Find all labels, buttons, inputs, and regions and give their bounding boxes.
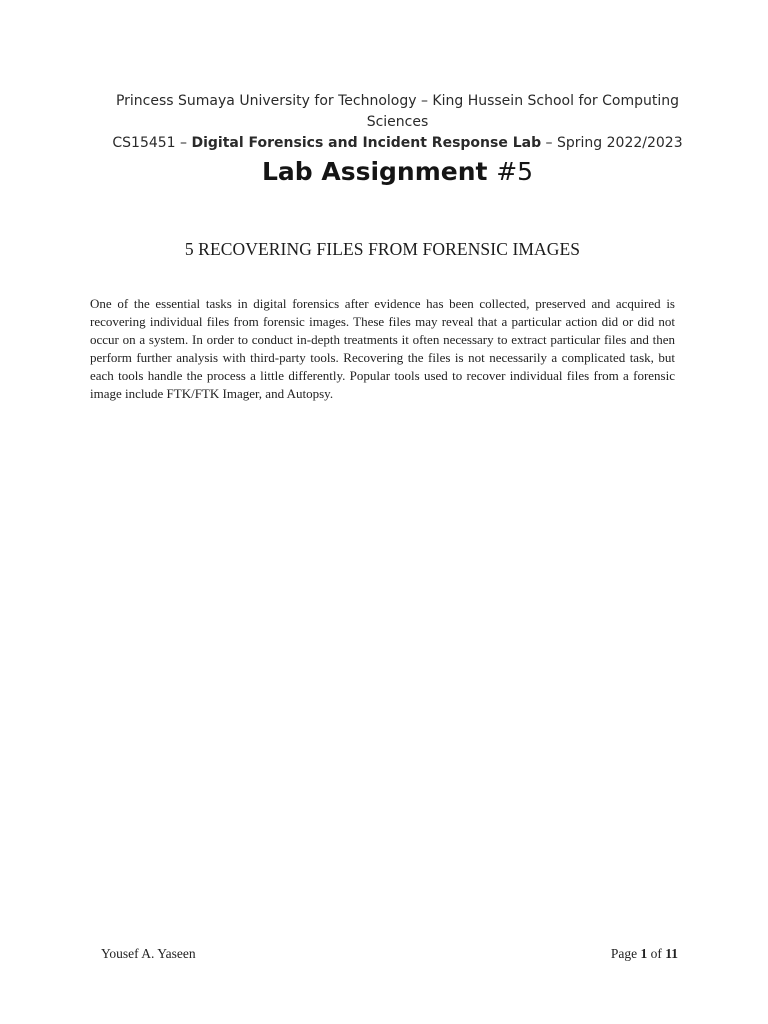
course-term: – Spring 2022/2023: [541, 135, 683, 151]
course-info: [110, 133, 685, 154]
lab-title-main: Lab Assignment: [261, 157, 497, 186]
lab-title-number: #5: [496, 157, 534, 186]
document-header: [110, 91, 685, 154]
page-of: of: [647, 946, 666, 961]
page-current: 1: [640, 946, 648, 961]
footer-page-number: [611, 945, 678, 963]
page-total: 11: [665, 946, 678, 961]
university-name-line-2: Sciences: [366, 114, 429, 130]
footer-author: Yousef A. Yaseen: [101, 946, 196, 961]
course-name: Digital Forensics and Incident Response Lab: [191, 135, 542, 151]
page-label: Page: [610, 946, 641, 961]
section-heading: 5 RECOVERING FILES FROM FORENSIC IMAGES: [184, 239, 581, 259]
lab-assignment-title: [110, 155, 685, 189]
university-name-line-1: Princess Sumaya University for Technology – King Hussein School for Computing: [115, 93, 680, 109]
body-paragraph: One of the essential tasks in digital forensics after evidence has been collected, preserved and acquired is recovering individual files from forensic images. These files may reveal that a particular action did or did not occur on a system. In order to conduct in-depth treatments it often necessary to extract particular files and then perform further analysis with third-party tools. Recovering the files is not necessarily a complicated task, but each tools handle the process a little differently. Popular tools used to recover individual files from a forensic image include FTK/FTK Imager, and Autopsy.: [90, 296, 675, 401]
course-code: CS15451 –: [112, 135, 192, 151]
